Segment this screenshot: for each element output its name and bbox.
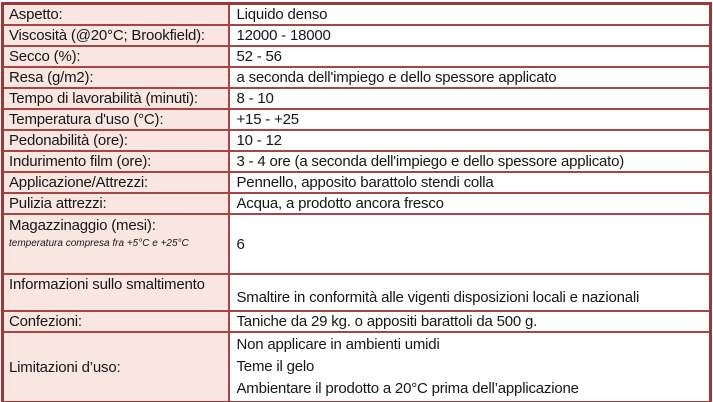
spec-value: 8 - 10 [236,90,274,107]
spec-label-cell [3,332,229,402]
spec-label: Magazzinaggio (mesi): [9,217,156,234]
spec-label-cell [3,46,229,67]
spec-value: a seconda dell'impiego e dello spessore applicato [236,69,557,86]
spec-value-line: Non applicare in ambienti umidi [236,336,440,353]
spec-label: Applicazione/Attrezzi: [9,174,149,191]
spec-value-cell [229,311,711,332]
spec-value: 52 - 56 [236,48,282,65]
spec-label-cell [3,88,229,109]
spec-value: Smaltire in conformità alle vigenti disposizioni locali e nazionali [236,289,640,306]
spec-value-cell [229,109,711,130]
spec-label-cell [3,4,229,26]
spec-value-cell [229,4,711,26]
spec-label-cell [3,25,229,46]
spec-label: Aspetto: [9,6,63,23]
spec-value-cell [229,151,711,172]
table-row [3,151,711,172]
spec-label-cell [3,67,229,88]
spec-label-cell [3,214,229,274]
spec-label: Pedonabilità (ore): [9,132,128,149]
spec-label: Informazioni sullo smaltimento [9,276,205,293]
spec-value: 3 - 4 ore (a seconda dell'impiego e dello spessore applicato) [236,153,625,170]
spec-table-body [3,4,711,402]
spec-label-cell [3,311,229,332]
spec-label-cell [3,130,229,151]
table-row [3,4,711,26]
table-row [3,332,711,402]
spec-label: Temperatura d'uso (°C): [9,111,164,128]
table-row [3,214,711,274]
spec-value-cell [229,193,711,214]
spec-label-cell [3,109,229,130]
spec-value: 12000 - 18000 [236,27,331,44]
spec-value-cell [229,46,711,67]
spec-label: Viscosità (@20°C; Brookfield): [9,27,205,44]
spec-value: +15 - +25 [236,111,299,128]
spec-value: Taniche da 29 kg. o appositi barattoli da 500 g. [236,313,538,330]
spec-label: Resa (g/m2): [9,69,94,86]
spec-label: Tempo di lavorabilità (minuti): [9,90,198,107]
spec-value: Acqua, a prodotto ancora fresco [236,195,444,212]
spec-sublabel: temperatura compresa fra +5°C e +25°C [9,238,189,249]
spec-label: Secco (%): [9,48,81,65]
spec-label: Limitazioni d’uso: [9,358,121,376]
spec-value-cell [229,25,711,46]
table-row [3,172,711,193]
spec-value-cell [229,67,711,88]
table-row [3,109,711,130]
table-row [3,25,711,46]
spec-value-cell [229,172,711,193]
table-row [3,193,711,214]
spec-value-cell [229,88,711,109]
spec-value: 6 [236,235,245,253]
product-spec-table [1,2,712,402]
table-row [3,130,711,151]
spec-label-cell [3,151,229,172]
table-row [3,88,711,109]
spec-value-line: Teme il gelo [236,358,315,375]
spec-label: Confezioni: [9,313,82,330]
spec-value-cell [229,332,711,402]
spec-label: Pulizia attrezzi: [9,195,107,212]
spec-label-cell [3,172,229,193]
spec-value: Liquido denso [236,6,328,23]
spec-label-cell [3,193,229,214]
spec-label: Indurimento film (ore): [9,153,152,170]
spec-value-cell [229,130,711,151]
spec-value-line: Ambientare il prodotto a 20°C prima dell’applicazione [236,380,579,397]
table-row [3,46,711,67]
spec-value-cell [229,274,711,311]
spec-value: Pennello, apposito barattolo stendi colla [236,174,494,191]
spec-label-cell [3,274,229,311]
table-row [3,274,711,311]
table-row [3,311,711,332]
spec-value: 10 - 12 [236,132,282,149]
spec-value-cell [229,214,711,274]
table-row [3,67,711,88]
